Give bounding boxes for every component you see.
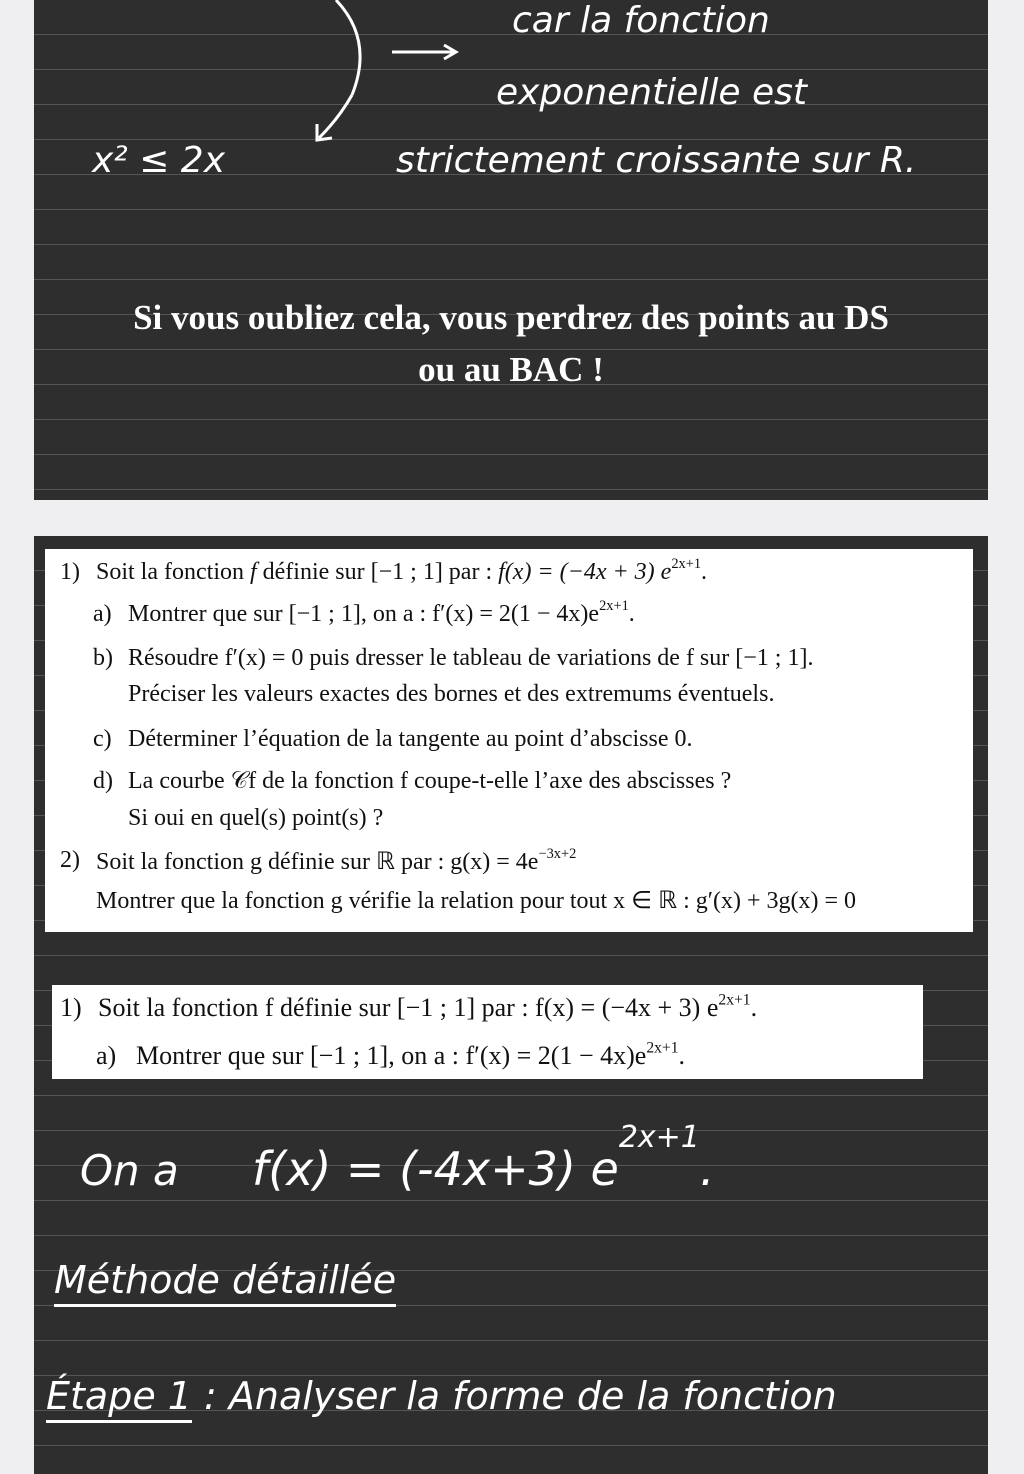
hand-text-inequality: x² ≤ 2x: [92, 140, 225, 181]
hand-etape-1: [46, 1374, 837, 1418]
question-2-text: [96, 847, 576, 876]
excerpt-question-1-text: [98, 993, 757, 1023]
hand-text-car-la-fonction: car la fonction: [512, 0, 770, 41]
excerpt-question-a-end: .: [678, 1041, 686, 1070]
question-b-text-2: Préciser les valeurs exactes des bornes et des extremums éventuels.: [128, 681, 775, 707]
hand-etape-label: Étape 1: [46, 1374, 192, 1423]
question-1-text-b: définie sur [−1 ; 1] par :: [256, 559, 499, 585]
exercise-sheet: [45, 549, 973, 932]
question-a-exponent: 2x+1: [599, 598, 629, 615]
question-1-f: f: [249, 559, 257, 585]
question-a-text-main: Montrer que sur [−1 ; 1], on a :: [128, 601, 433, 627]
excerpt-question-a-main: Montrer que sur [−1 ; 1], on a : f′(x) = 2(1 − 4x)e: [136, 1041, 647, 1070]
question-2-number: 2): [60, 847, 80, 873]
question-a-formula: f′(x) = 2(1 − 4x)e: [432, 601, 600, 627]
warning-line-1: Si vous oubliez cela, vous perdrez des points au DS: [133, 298, 889, 337]
warning-line-2: ou au BAC !: [418, 350, 604, 389]
question-a-end: .: [628, 601, 635, 627]
excerpt-sheet: [52, 985, 923, 1079]
question-1-text-a: Soit la fonction: [96, 559, 250, 585]
question-c-number: c): [93, 726, 112, 752]
question-2-text-main: Soit la fonction g définie sur ℝ par : g(x) = 4e: [96, 849, 539, 875]
question-d-text-2: Si oui en quel(s) point(s) ?: [128, 805, 384, 831]
question-a-number: a): [93, 601, 112, 627]
question-1-number: 1): [60, 559, 80, 585]
excerpt-question-1-main: Soit la fonction f définie sur [−1 ; 1] par : f(x) = (−4x + 3) e: [98, 993, 719, 1022]
excerpt-question-a-text: [136, 1041, 685, 1071]
excerpt-question-1-end: .: [750, 993, 758, 1022]
question-1-exponent: 2x+1: [671, 556, 702, 573]
question-a-text: [128, 598, 635, 628]
hand-title-methode-detaillee: Méthode détaillée: [54, 1258, 396, 1307]
question-2-text-2: Montrer que la fonction g vérifie la relation pour tout x ∈ ℝ : g′(x) + 3g(x) = 0: [96, 888, 857, 914]
hand-etape-rest: : Analyser la forme de la fonction: [204, 1374, 837, 1418]
hand-formula-fx: [252, 1120, 715, 1196]
question-d-text: La courbe 𝒞f de la fonction f coupe-t-elle l’axe des abscisses ?: [128, 768, 732, 794]
question-b-number: b): [93, 645, 113, 671]
question-d-number: d): [93, 768, 113, 794]
hand-text-exponentielle: exponentielle est: [496, 72, 807, 113]
excerpt-question-1-exponent: 2x+1: [718, 991, 751, 1009]
hand-formula-fx-end: .: [699, 1142, 715, 1196]
question-1-text: [96, 556, 708, 586]
blackboard-top: [34, 0, 988, 500]
excerpt-question-a-number: a): [96, 1041, 117, 1070]
question-c-text: Déterminer l’équation de la tangente au point d’abscisse 0.: [128, 726, 693, 752]
question-2-exponent: −3x+2: [538, 846, 577, 863]
question-b-text: Résoudre f′(x) = 0 puis dresser le tableau de variations de f sur [−1 ; 1].: [128, 645, 814, 671]
excerpt-question-1-number: 1): [60, 993, 82, 1022]
hand-text-on-a: On a: [80, 1146, 179, 1195]
question-1-end: .: [701, 559, 708, 585]
hand-text-strictement-croissante: strictement croissante sur R.: [396, 140, 917, 181]
excerpt-question-a-exponent: 2x+1: [646, 1039, 679, 1057]
question-1-formula: f(x) = (−4x + 3) e: [498, 559, 672, 585]
hand-formula-fx-main: f(x) = (-4x+3) e: [252, 1142, 619, 1196]
hand-formula-fx-exponent: 2x+1: [618, 1120, 700, 1155]
